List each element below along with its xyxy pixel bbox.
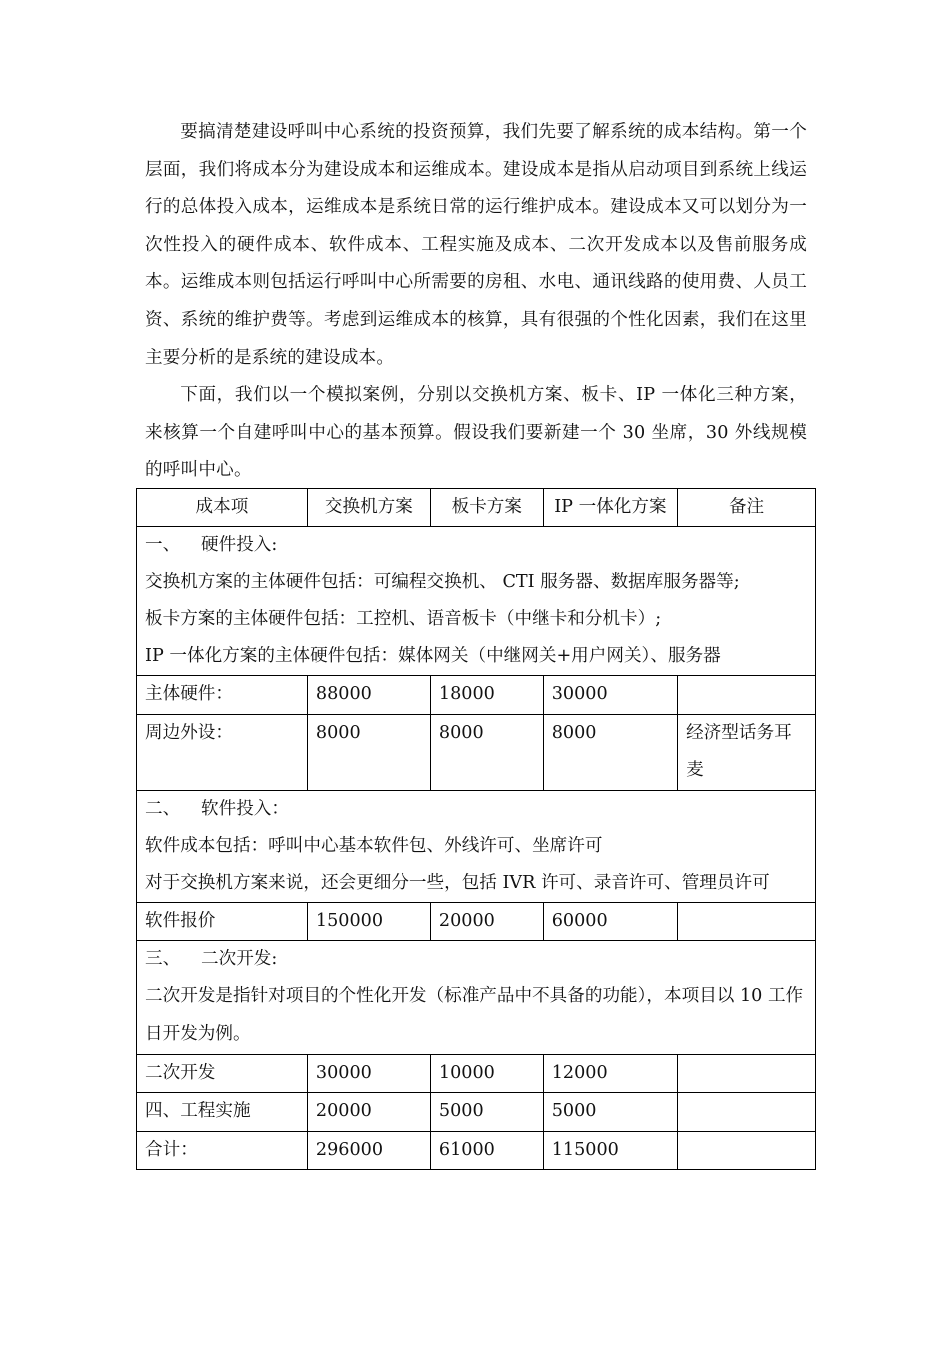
table-row: [137, 1131, 816, 1170]
cell-note: [678, 1131, 816, 1170]
section-number: 二、: [145, 798, 181, 819]
cell-card: 18000: [430, 676, 543, 715]
section-line: 二次开发是指针对项目的个性化开发（标准产品中不具备的功能），本项目以 10 工作日开发为例。: [145, 986, 804, 1044]
table-header-row: [137, 489, 816, 527]
cell-ip: 5000: [543, 1093, 677, 1132]
cell-ip: 60000: [543, 902, 677, 941]
header-cell: 交换机方案: [307, 489, 430, 527]
section-title: [145, 527, 807, 564]
cell-note: [678, 676, 816, 715]
table-row: [137, 676, 816, 715]
intro-text: [145, 114, 807, 490]
cell-note: 经济型话务耳麦: [678, 714, 816, 790]
paragraph-1: 要搞清楚建设呼叫中心系统的投资预算，我们先要了解系统的成本结构。第一个层面，我们将成本分为建设成本和运维成本。建设成本是指从启动项目到系统上线运行的总体投入成本，运维成本是系统日常的运行维护成本。建设成本又可以划分为一次性投入的硬件成本、软件成本、工程实施及成本、二次开发成本以及售前服务成本。运维成本则包括运行呼叫中心所需要的房租、水电、通讯线路的使用费、人员工资、系统的维护费等。考虑到运维成本的核算，具有很强的个性化因素，我们在这里主要分析的是系统的建设成本。: [145, 122, 807, 368]
section-row-development: [137, 941, 816, 1054]
cell-item: 二次开发: [137, 1054, 308, 1093]
section-development: [137, 941, 816, 1054]
paragraph-2: 下面，我们以一个模拟案例，分别以交换机方案、板卡、IP 一体化三种方案，来核算一个自建呼叫中心的基本预算。假设我们要新建一个 30 坐席，30 外线规模的呼叫中心。: [145, 385, 807, 481]
section-title-text: 二次开发:: [201, 949, 278, 970]
cell-ip: 8000: [543, 714, 677, 790]
section-line: 软件成本包括：呼叫中心基本软件包、外线许可、坐席许可: [145, 835, 603, 856]
cell-item: 软件报价: [137, 902, 308, 941]
cost-table: [136, 488, 816, 1170]
cell-ip: 115000: [543, 1131, 677, 1170]
cell-item: 周边外设：: [137, 714, 308, 790]
cell-item: 主体硬件：: [137, 676, 308, 715]
header-cell: 备注: [678, 489, 816, 527]
cell-item: 合计：: [137, 1131, 308, 1170]
section-row-hardware: [137, 527, 816, 676]
section-number: 一、: [145, 535, 181, 555]
section-title: [145, 791, 807, 828]
cell-card: 20000: [430, 902, 543, 941]
cell-card: 8000: [430, 714, 543, 790]
header-cell: 板卡方案: [430, 489, 543, 527]
cell-note: [678, 902, 816, 941]
cell-pbx: 8000: [307, 714, 430, 790]
table-row: [137, 1093, 816, 1132]
cell-pbx: 88000: [307, 676, 430, 715]
section-line: IP 一体化方案的主体硬件包括：媒体网关（中继网关+用户网关）、服务器: [145, 646, 721, 666]
cell-pbx: 150000: [307, 902, 430, 941]
cell-pbx: 30000: [307, 1054, 430, 1093]
cell-pbx: 20000: [307, 1093, 430, 1132]
section-software: [137, 790, 816, 902]
cell-note: [678, 1093, 816, 1132]
cell-card: 10000: [430, 1054, 543, 1093]
section-title: [145, 941, 807, 978]
section-title-text: 硬件投入:: [201, 535, 278, 555]
section-row-software: [137, 790, 816, 902]
cell-card: 61000: [430, 1131, 543, 1170]
section-line: 交换机方案的主体硬件包括：可编程交换机、 CTI 服务器、数据库服务器等;: [145, 572, 740, 592]
table-row: [137, 902, 816, 941]
cell-card: 5000: [430, 1093, 543, 1132]
header-cell: 成本项: [137, 489, 308, 527]
section-hardware: [137, 527, 816, 676]
cell-pbx: 296000: [307, 1131, 430, 1170]
cell-ip: 12000: [543, 1054, 677, 1093]
section-line: 对于交换机方案来说，还会更细分一些，包括 IVR 许可、录音许可、管理员许可: [145, 872, 770, 893]
header-cell: IP 一体化方案: [543, 489, 677, 527]
cell-ip: 30000: [543, 676, 677, 715]
table-row: [137, 714, 816, 790]
section-line: 板卡方案的主体硬件包括：工控机、语音板卡（中继卡和分机卡）;: [145, 609, 662, 629]
cell-note: [678, 1054, 816, 1093]
cell-item: 四、工程实施: [137, 1093, 308, 1132]
section-title-text: 软件投入：: [201, 798, 289, 819]
table-row: [137, 1054, 816, 1093]
section-number: 三、: [145, 949, 181, 970]
